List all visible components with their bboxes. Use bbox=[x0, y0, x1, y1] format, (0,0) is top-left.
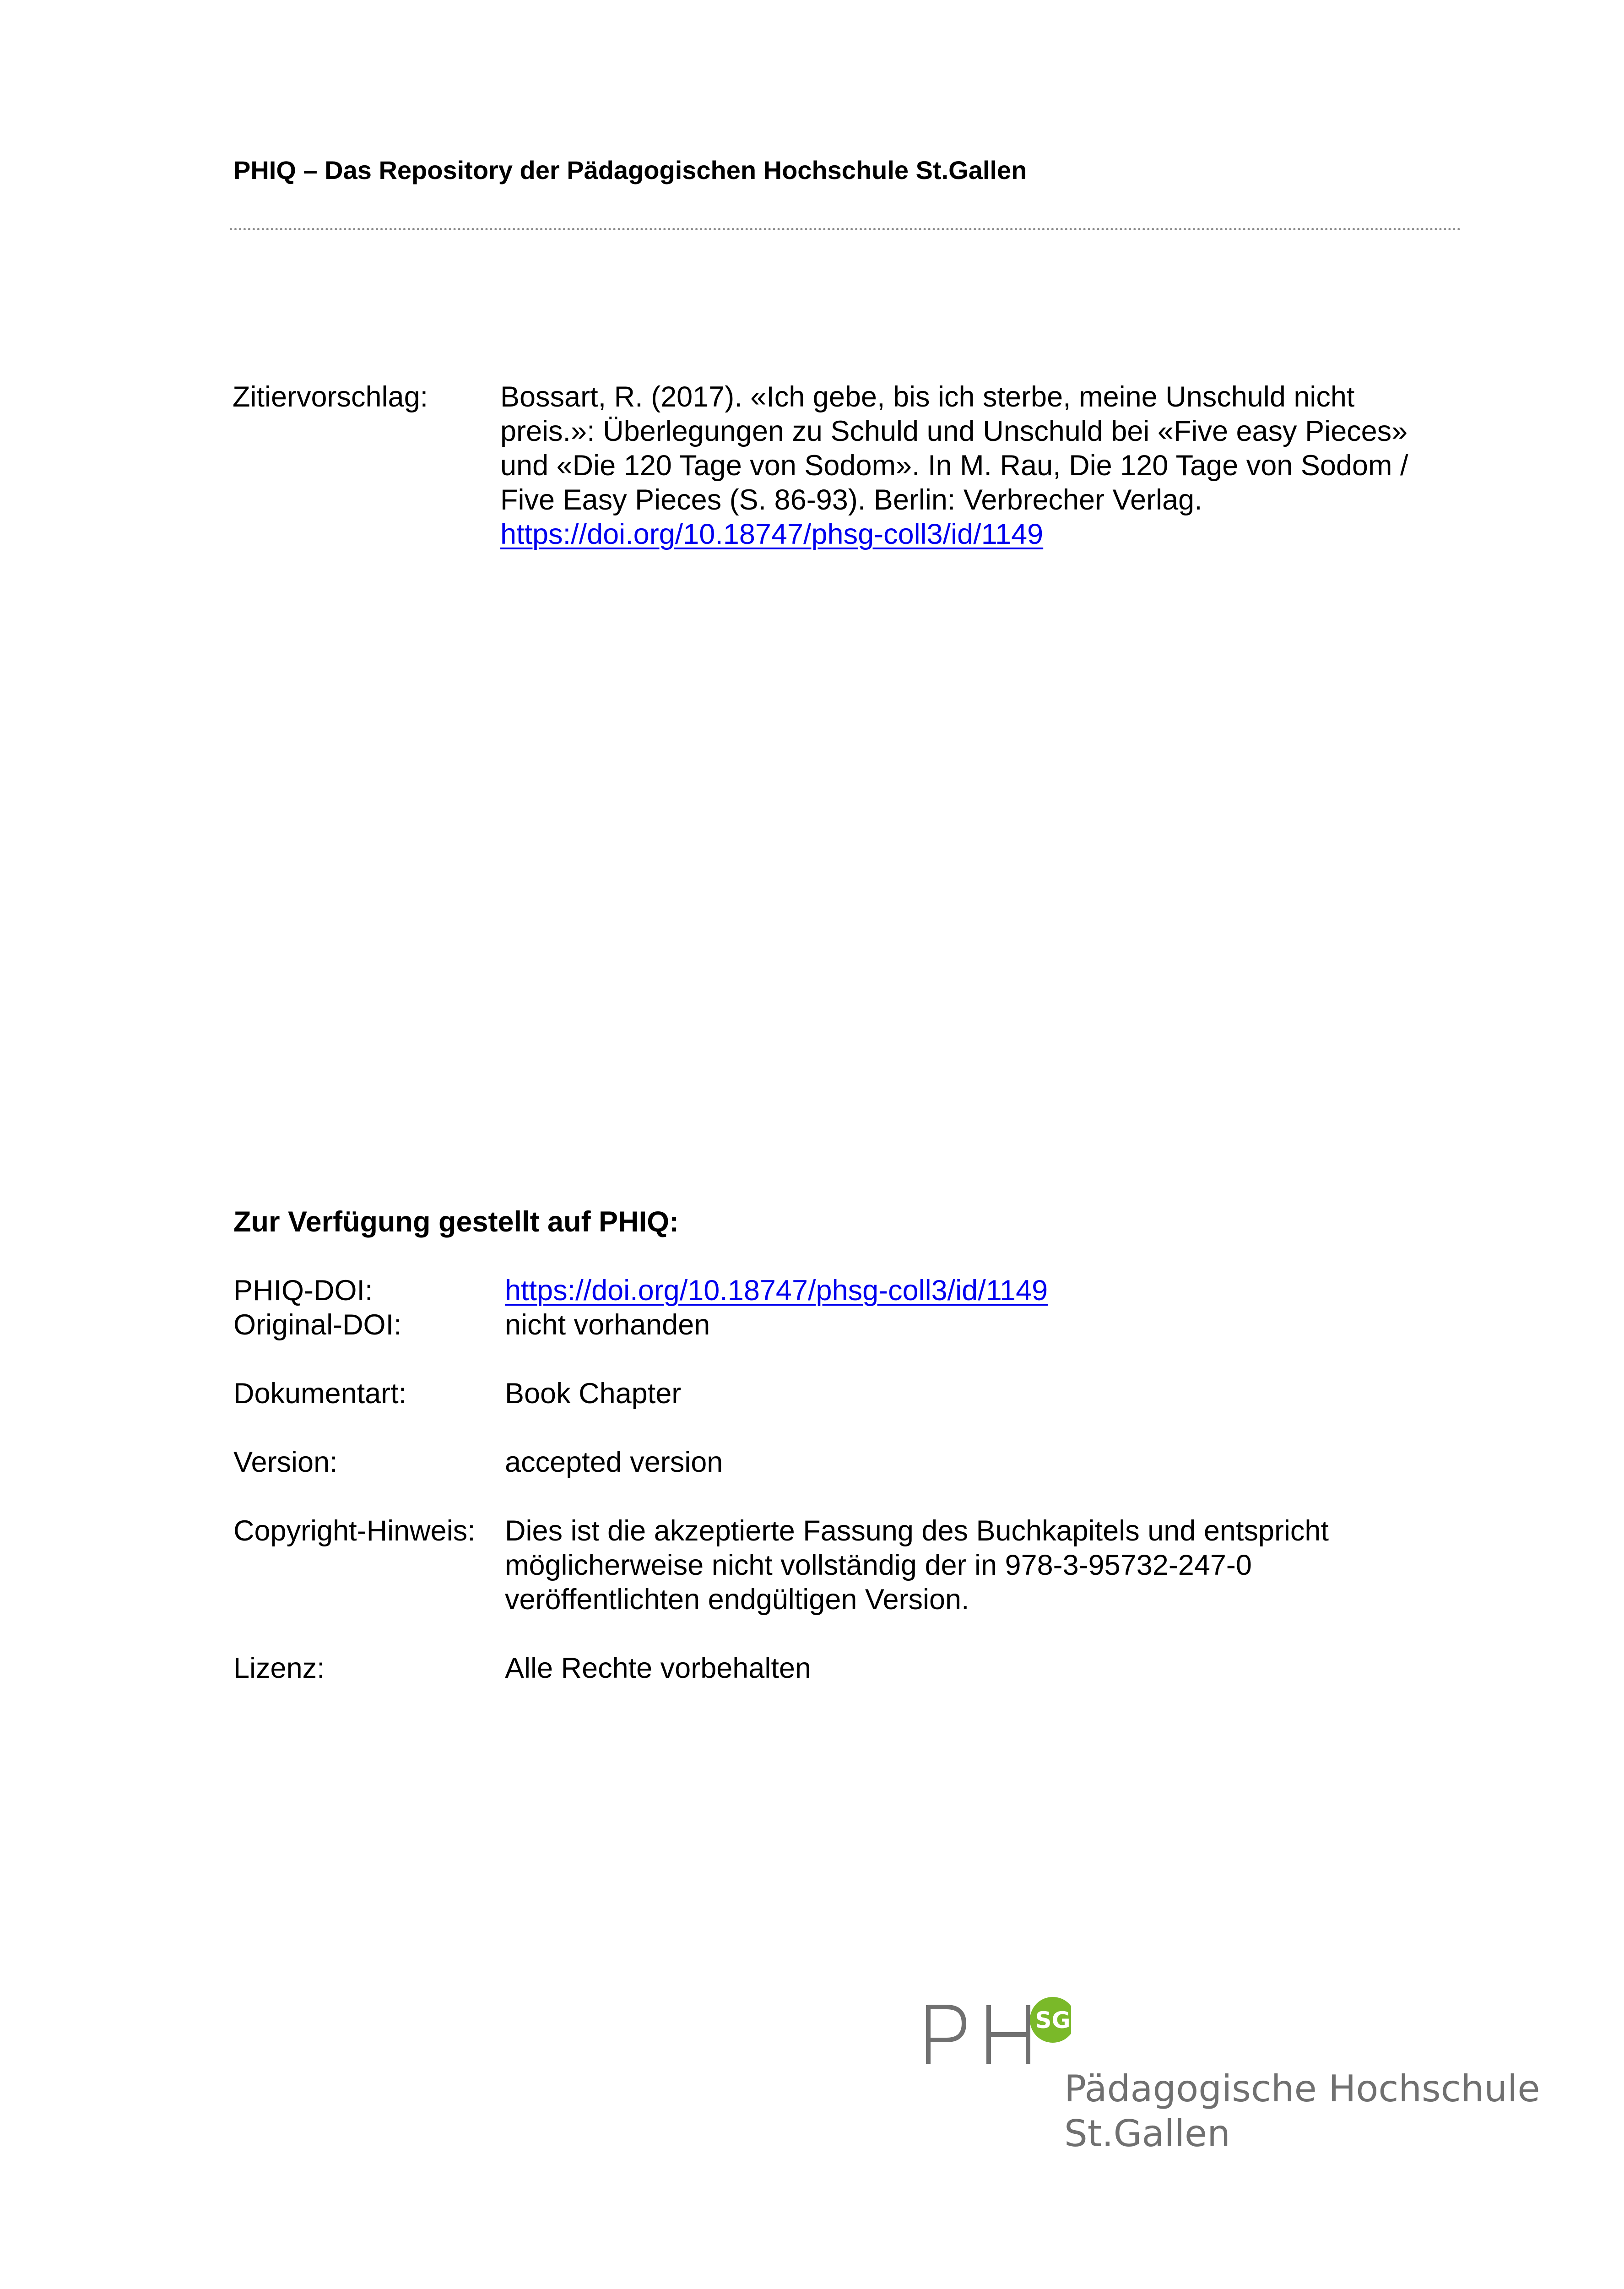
version-label: Version: bbox=[233, 1446, 338, 1478]
original-doi-label: Original-DOI: bbox=[233, 1309, 402, 1341]
sg-badge-text: SG bbox=[1035, 2007, 1071, 2034]
citation-line-2: preis.»: Überlegungen zu Schuld und Unschuld bei «Five easy Pieces» bbox=[500, 415, 1408, 447]
doctype-value: Book Chapter bbox=[505, 1378, 682, 1410]
logo-city: St.Gallen bbox=[1064, 2112, 1230, 2155]
citation-line-1: Bossart, R. (2017). «Ich gebe, bis ich sterbe, meine Unschuld nicht bbox=[500, 381, 1355, 413]
copyright-value bbox=[505, 1514, 1329, 1617]
logo-institution-name: Pädagogische Hochschule bbox=[1064, 2067, 1540, 2110]
citation-doi-link[interactable]: https://doi.org/10.18747/phsg-coll3/id/1149 bbox=[500, 518, 1044, 550]
citation-line-4: Five Easy Pieces (S. 86-93). Berlin: Verbrecher Verlag. bbox=[500, 484, 1202, 516]
phiq-doi-label: PHIQ-DOI: bbox=[233, 1275, 373, 1307]
ph-mark-icon bbox=[925, 1996, 1071, 2074]
citation-text bbox=[500, 380, 1480, 552]
doctype-label: Dokumentart: bbox=[233, 1378, 407, 1410]
license-label: Lizenz: bbox=[233, 1652, 325, 1684]
copyright-line-3: veröffentlichten endgültigen Version. bbox=[505, 1584, 969, 1616]
header-divider bbox=[230, 228, 1461, 230]
version-value: accepted version bbox=[505, 1446, 723, 1478]
license-value: Alle Rechte vorbehalten bbox=[505, 1652, 811, 1684]
original-doi-value: nicht vorhanden bbox=[505, 1309, 710, 1341]
copyright-line-1: Dies ist die akzeptierte Fassung des Buchkapitels und entspricht bbox=[505, 1515, 1329, 1547]
phsg-logo bbox=[925, 1996, 1540, 2161]
repository-header-title: PHIQ – Das Repository der Pädagogischen Hochschule St.Gallen bbox=[233, 156, 1027, 184]
availability-heading: Zur Verfügung gestellt auf PHIQ: bbox=[233, 1206, 679, 1238]
citation-label: Zitiervorschlag: bbox=[233, 381, 428, 413]
copyright-line-2: möglicherweise nicht vollständig der in 978-3-95732-247-0 bbox=[505, 1549, 1252, 1581]
citation-line-3: und «Die 120 Tage von Sodom». In M. Rau, Die 120 Tage von Sodom / bbox=[500, 450, 1408, 482]
phiq-doi-link[interactable]: https://doi.org/10.18747/phsg-coll3/id/1149 bbox=[505, 1275, 1048, 1307]
copyright-label: Copyright-Hinweis: bbox=[233, 1515, 476, 1547]
